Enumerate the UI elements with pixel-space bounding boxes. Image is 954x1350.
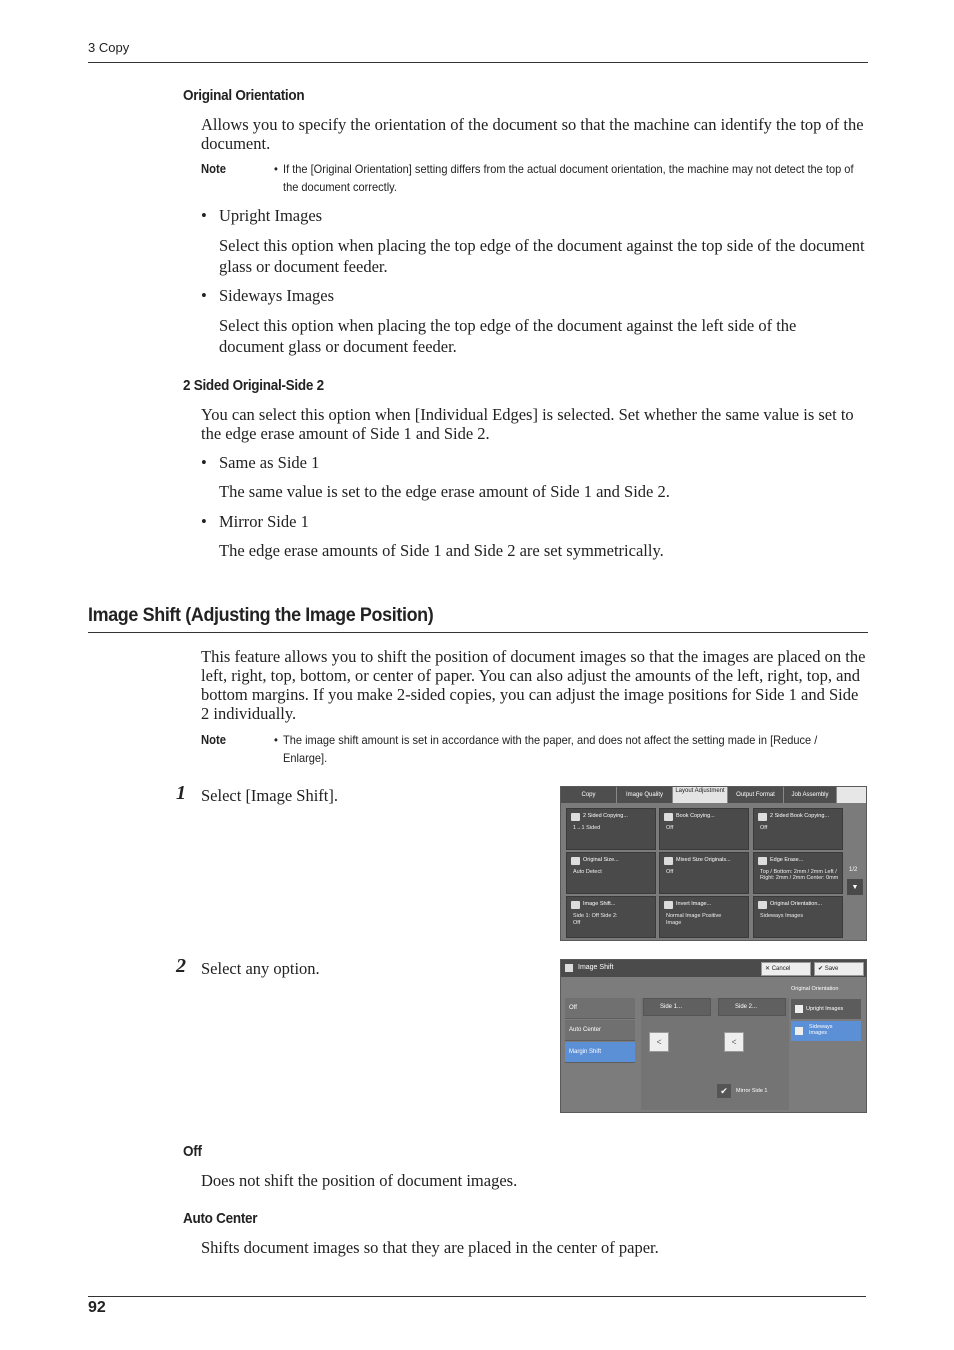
list-item-upright-desc: Select this option when placing the top edge of the document against the top side of the document glass or document feeder. (219, 236, 865, 276)
tile-original-size[interactable]: Original Size... Auto Detect (566, 852, 656, 894)
check-icon: ✔ (818, 966, 824, 972)
tile-2-sided-book-copying[interactable]: 2 Sided Book Copying... Off (753, 808, 843, 850)
tab-image-quality[interactable]: Image Quality (617, 787, 673, 803)
list-item-sideways-desc: Select this option when placing the top edge of the document against the left side of the document glass or document feeder. (219, 316, 797, 356)
list-item-mirror-desc: The edge erase amounts of Side 1 and Side 2 are set symmetrically. (219, 541, 664, 560)
orientation-sideways[interactable]: Sideways Images (791, 1021, 861, 1041)
page-size-icon (571, 857, 580, 865)
step-text: Select any option. (201, 959, 320, 978)
check-icon: ✔ (720, 1086, 728, 1096)
page-number: 92 (88, 1299, 106, 1316)
scroll-down-button[interactable] (847, 879, 863, 895)
image-shift-icon (571, 901, 580, 909)
side2-preview-icon: < (724, 1032, 744, 1052)
tile-image-shift[interactable]: Image Shift... Side 1: Off Side 2: Off (566, 896, 656, 938)
tile-2-sided-copying[interactable]: 2 Sided Copying... 1→1 Sided (566, 808, 656, 850)
heading-auto-center: Auto Center (183, 1210, 258, 1227)
bullet: • (201, 453, 207, 472)
edge-erase-icon (758, 857, 767, 865)
tab-output-format[interactable]: Output Format (728, 787, 784, 803)
bullet: • (201, 512, 207, 531)
note-text: The image shift amount is set in accordance with the paper, and does not affect the setting made in [Reduce / Enlarge]. (283, 733, 818, 765)
list-item-same: Same as Side 1 (219, 453, 320, 472)
bullet: • (201, 286, 207, 305)
screen-title: Image Shift (578, 964, 614, 971)
option-off[interactable]: Off (565, 998, 635, 1019)
list-item-mirror: Mirror Side 1 (219, 512, 309, 531)
screenshot-layout-adjustment (560, 786, 867, 941)
note-bullet: • (274, 733, 278, 747)
tile-mixed-size-originals[interactable]: Mixed Size Originals... Off (659, 852, 749, 894)
list-item-sideways: Sideways Images (219, 286, 335, 305)
heading-side2: 2 Sided Original-Side 2 (183, 377, 324, 394)
upright-icon (795, 1005, 803, 1013)
step-text: Select [Image Shift]. (201, 786, 338, 805)
orientation-upright[interactable]: Upright Images (791, 999, 861, 1019)
image-shift-paragraph: This feature allows you to shift the position of document images so that the images are placed on the left, right, top, bottom, or center of paper. You can also adjust the amounts of the left, right, top, and bottom margins. If you make 2-sided copies, you can adjust the image positions for Side 1 and Side 2 individually. (201, 647, 866, 723)
note-bullet: • (274, 162, 278, 176)
tab-job-assembly[interactable]: Job Assembly (784, 787, 837, 803)
list-item-upright: Upright Images (219, 206, 323, 225)
step-number: 1 (176, 782, 186, 804)
side1-button[interactable]: Side 1... (643, 998, 711, 1016)
heading-original-orientation: Original Orientation (183, 87, 305, 104)
note-text: If the [Original Orientation] setting differs from the actual document orientation, the machine may not detect the top of the document correctly. (283, 162, 854, 194)
screenshot-image-shift (560, 959, 867, 1113)
side2-paragraph: You can select this option when [Individual Edges] is selected. Set whether the same value is set to the edge erase amount of Side 1 and Side 2. (201, 405, 854, 443)
page-indicator: 1/2 (849, 867, 858, 873)
save-button[interactable]: ✔ Save (814, 962, 864, 976)
tile-book-copying[interactable]: Book Copying... Off (659, 808, 749, 850)
tile-original-orientation[interactable]: Original Orientation... Sideways Images (753, 896, 843, 938)
image-shift-icon (565, 964, 573, 972)
cancel-button[interactable]: ✕ Cancel (761, 962, 811, 976)
heading-image-shift: Image Shift (Adjusting the Image Position) (88, 604, 434, 626)
side2-button[interactable]: Side 2... (718, 998, 786, 1016)
header-rule (88, 62, 868, 63)
orientation-paragraph: Allows you to specify the orientation of the document so that the machine can identify the top of the document. (201, 115, 864, 153)
footer-rule (88, 1296, 866, 1297)
note-label: Note (201, 733, 227, 747)
mirror-label: Mirror Side 1 (736, 1088, 768, 1094)
orientation-label: Original Orientation (791, 986, 839, 992)
option-auto-center[interactable]: Auto Center (565, 1020, 635, 1041)
tile-invert-image[interactable]: Invert Image... Normal Image Positive Image (659, 896, 749, 938)
sideways-icon (795, 1027, 803, 1035)
mixed-pages-icon (664, 857, 673, 865)
section-rule (88, 632, 868, 633)
list-item-same-desc: The same value is set to the edge erase amount of Side 1 and Side 2. (219, 482, 670, 501)
tab-copy[interactable]: Copy (561, 787, 617, 803)
tab-bar (561, 787, 866, 803)
side1-preview-icon: < (649, 1032, 669, 1052)
copy-icon (571, 813, 580, 821)
running-head: 3 Copy (88, 40, 130, 55)
tab-layout-adjustment[interactable]: Layout Adjustment (673, 787, 728, 803)
close-icon: ✕ (765, 966, 771, 972)
book-icon (758, 813, 767, 821)
option-margin-shift[interactable]: Margin Shift (565, 1042, 635, 1063)
invert-icon (664, 901, 673, 909)
heading-off: Off (183, 1143, 202, 1160)
off-paragraph: Does not shift the position of document images. (201, 1171, 518, 1190)
bullet: • (201, 206, 207, 225)
orientation-icon (758, 901, 767, 909)
note-label: Note (201, 162, 227, 176)
chevron-down-icon: ▼ (851, 883, 859, 891)
tile-edge-erase[interactable]: Edge Erase... Top / Bottom: 2mm / 2mm Left / Right: 2mm / 2mm Center: 0mm (753, 852, 843, 894)
auto-center-paragraph: Shifts document images so that they are placed in the center of paper. (201, 1238, 659, 1257)
mirror-checkbox[interactable] (717, 1084, 731, 1098)
book-icon (664, 813, 673, 821)
step-number: 2 (176, 955, 186, 977)
